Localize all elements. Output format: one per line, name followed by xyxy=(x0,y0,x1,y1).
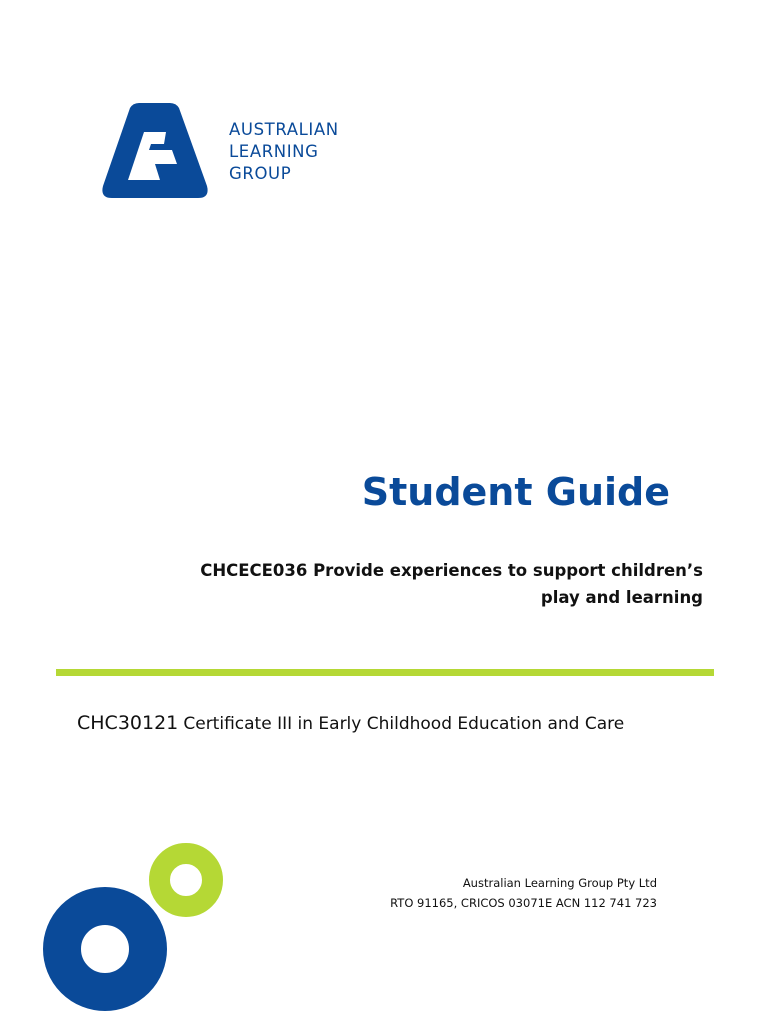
unit-title-line-1: CHCECE036 Provide experiences to support children’s xyxy=(200,561,703,580)
logo-wordmark xyxy=(229,119,339,185)
decorative-rings-icon xyxy=(0,840,240,1024)
logo-line-group: GROUP xyxy=(229,164,292,183)
unit-title-line-2: play and learning xyxy=(540,588,703,607)
qualification-line xyxy=(77,709,624,738)
qualification-code: CHC30121 xyxy=(77,712,179,734)
organisation-registration: RTO 91165, CRICOS 03071E ACN 112 741 723 xyxy=(390,896,657,910)
unit-title xyxy=(103,557,703,611)
qualification-name: Certificate III in Early Childhood Education and Care xyxy=(183,714,625,734)
blue-ring-icon xyxy=(62,906,148,992)
logo-line-learning: LEARNING xyxy=(229,142,319,161)
australian-learning-group-logo-icon xyxy=(100,102,210,202)
green-ring-icon xyxy=(160,854,213,907)
green-divider xyxy=(56,669,714,676)
organisation-name: Australian Learning Group Pty Ltd xyxy=(462,876,657,890)
document-title: Student Guide xyxy=(361,470,670,514)
organisation-info xyxy=(390,873,657,913)
logo-line-australian: AUSTRALIAN xyxy=(229,120,339,139)
